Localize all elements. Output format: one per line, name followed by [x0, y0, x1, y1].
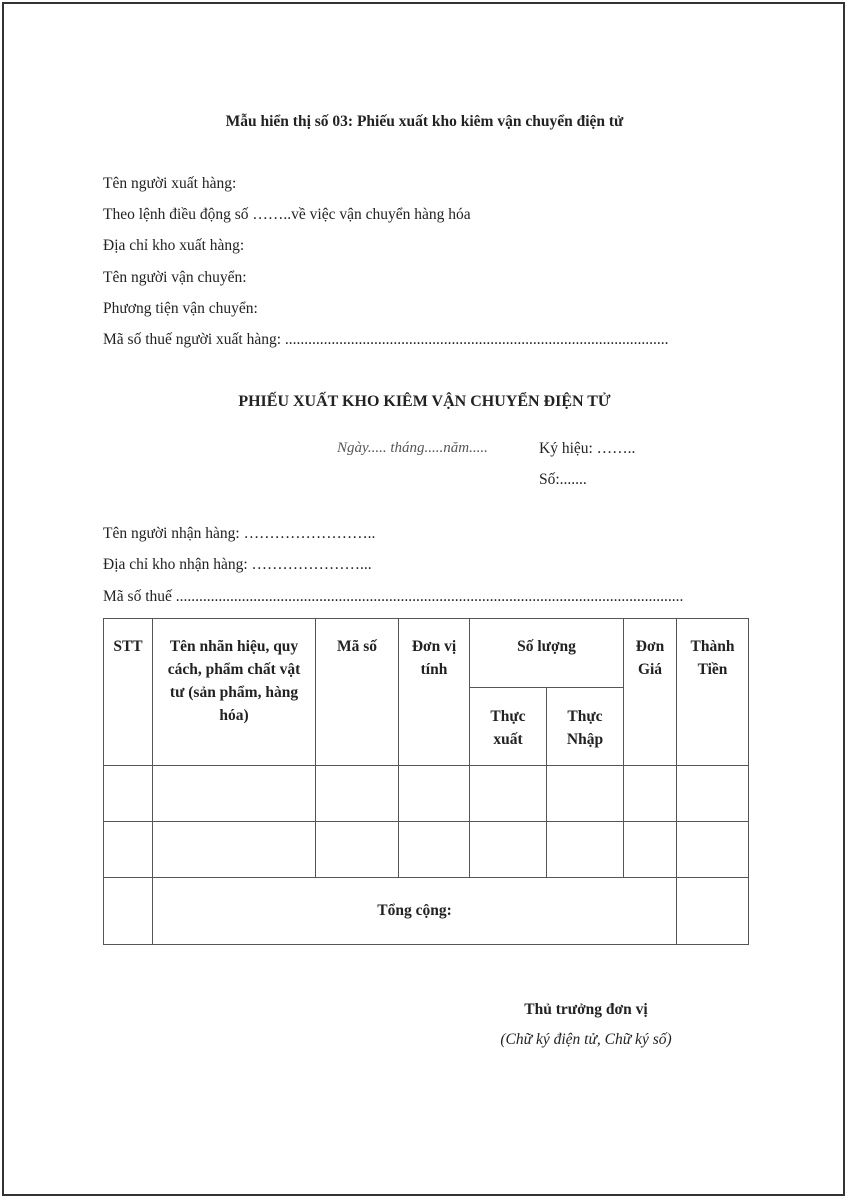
table-cell	[677, 822, 749, 878]
header-quantity: Số lượng	[470, 619, 624, 688]
total-label: Tổng cộng:	[153, 878, 677, 945]
symbol-line: Ký hiệu: ……..	[539, 440, 636, 457]
header-actual-in: Thực Nhập	[547, 688, 624, 766]
table-total-row	[104, 878, 749, 945]
field-dispatch-order: Theo lệnh điều động số ……..về việc vận chuyển hàng hóa	[103, 206, 471, 223]
table-cell	[153, 766, 316, 822]
signature-note: (Chữ ký điện tử, Chữ ký số)	[500, 1031, 672, 1048]
table-cell	[316, 766, 399, 822]
header-unit-price: Đơn Giá	[624, 619, 677, 766]
table-cell	[677, 766, 749, 822]
goods-table	[103, 618, 749, 945]
document-heading: Mẫu hiển thị số 03: Phiếu xuất kho kiêm vận chuyển điện tử	[225, 113, 624, 130]
table-row	[104, 822, 749, 878]
field-vehicle: Phương tiện vận chuyển:	[103, 300, 258, 317]
table-cell	[547, 822, 624, 878]
header-code: Mã số	[316, 619, 399, 766]
table-header-row	[104, 619, 749, 688]
header-actual-out: Thực xuất	[470, 688, 547, 766]
table-cell	[470, 766, 547, 822]
field-receiver-tax-code: Mã số thuế ...................................................................................................................................	[103, 588, 684, 605]
total-amount-cell	[677, 878, 749, 945]
header-item-name: Tên nhãn hiệu, quy cách, phẩm chất vật tư (sản phẩm, hàng hóa)	[153, 619, 316, 766]
header-amount: Thành Tiền	[677, 619, 749, 766]
table-cell	[624, 766, 677, 822]
table-cell	[316, 822, 399, 878]
table-cell	[399, 822, 470, 878]
field-shipper-name: Tên người xuất hàng:	[103, 175, 237, 192]
form-title: PHIẾU XUẤT KHO KIÊM VẬN CHUYỂN ĐIỆN TỬ	[238, 393, 611, 410]
table-cell	[470, 822, 547, 878]
table-cell	[104, 822, 153, 878]
table-cell	[547, 766, 624, 822]
field-receiver-warehouse-address: Địa chỉ kho nhận hàng: …………………...	[103, 556, 372, 573]
date-line: Ngày..... tháng.....năm.....	[337, 440, 488, 456]
table-cell	[624, 822, 677, 878]
field-receiver-name: Tên người nhận hàng: ……………………..	[103, 525, 376, 542]
table-row	[104, 766, 749, 822]
field-warehouse-address: Địa chỉ kho xuất hàng:	[103, 237, 245, 254]
header-stt: STT	[104, 619, 153, 766]
table-cell	[104, 766, 153, 822]
table-cell	[104, 878, 153, 945]
number-line: Số:.......	[539, 471, 587, 488]
table-cell	[399, 766, 470, 822]
signature-title: Thủ trưởng đơn vị	[524, 1001, 648, 1018]
field-carrier-name: Tên người vận chuyển:	[103, 269, 247, 286]
table-cell	[153, 822, 316, 878]
field-shipper-tax-code: Mã số thuế người xuất hàng: ...................................................................................................	[103, 331, 669, 348]
header-unit: Đơn vị tính	[399, 619, 470, 766]
